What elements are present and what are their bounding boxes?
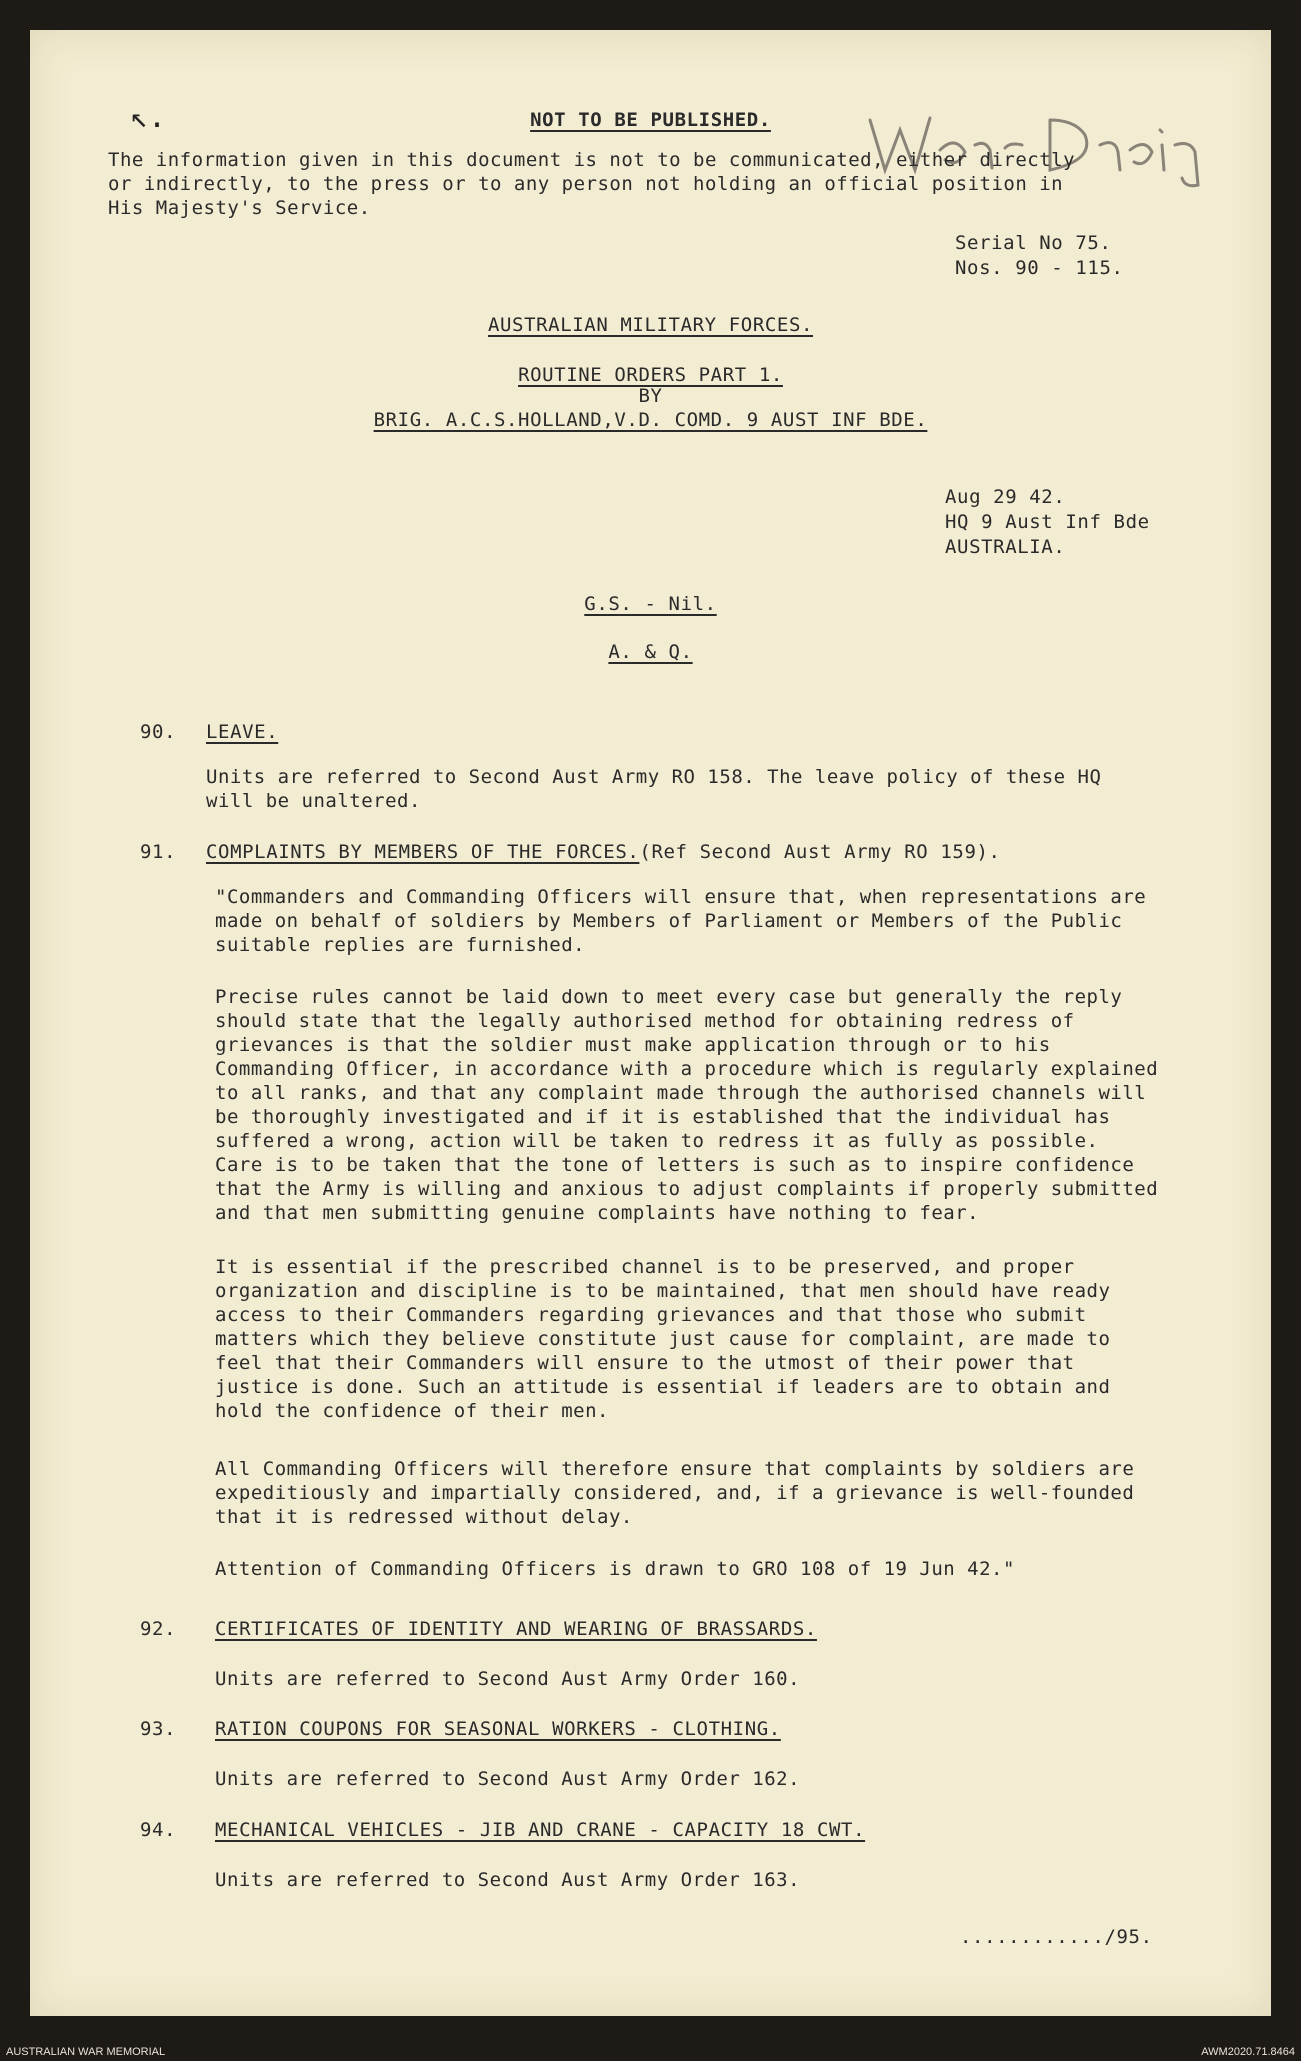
- order-body: [215, 1868, 800, 1892]
- order-paragraph: [215, 985, 1158, 1225]
- continuation-marker: ............/95.: [960, 1926, 1153, 1948]
- body-line: Units are referred to Second Aust Army Order 163.: [215, 1869, 801, 1891]
- body-line: Commanding Officer, in accordance with a procedure which is regularly explained: [215, 1058, 1159, 1080]
- body-line: "Commanders and Commanding Officers will ensure that, when representations are: [215, 886, 1147, 908]
- order-body: [215, 1667, 800, 1691]
- body-line: Units are referred to Second Aust Army Order 162.: [215, 1768, 801, 1790]
- body-line: to all ranks, and that any complaint made through the authorised channels will: [215, 1082, 1147, 1104]
- body-line: Care is to be taken that the tone of letters is such as to inspire confidence: [215, 1154, 1135, 1176]
- aq-section: A. & Q.: [608, 641, 693, 663]
- archive-name: AUSTRALIAN WAR MEMORIAL: [6, 2046, 166, 2058]
- order-body: [206, 765, 1101, 813]
- body-line: should state that the legally authorised method for obtaining redress of: [215, 1010, 1075, 1032]
- location: AUSTRALIA.: [945, 536, 1066, 558]
- notice-line: The information given in this document is not to be communicated, either directly: [108, 149, 1076, 171]
- order-number: 92.: [140, 1618, 177, 1640]
- date: Aug 29 42.: [945, 486, 1066, 508]
- headquarters: HQ 9 Aust Inf Bde: [945, 511, 1150, 533]
- order-number: 91.: [140, 841, 177, 863]
- order-title: RATION COUPONS FOR SEASONAL WORKERS - CLOTHING.: [215, 1718, 781, 1740]
- archive-footer: [0, 2044, 1301, 2061]
- body-line: suitable replies are furnished.: [215, 934, 586, 956]
- not-published-heading: NOT TO BE PUBLISHED.: [530, 109, 771, 131]
- by-label: BY: [638, 385, 663, 407]
- serial-number: Serial No 75.: [955, 232, 1112, 254]
- order-title: CERTIFICATES OF IDENTITY AND WEARING OF BRASSARDS.: [215, 1618, 817, 1640]
- body-line: access to their Commanders regarding grievances and that those who submit: [215, 1304, 1087, 1326]
- order-number: 90.: [140, 721, 177, 743]
- body-line: be thoroughly investigated and if it is established that the individual has: [215, 1106, 1111, 1128]
- order-paragraph: [215, 1255, 1110, 1423]
- order-number: 94.: [140, 1819, 177, 1841]
- order-numbers: Nos. 90 - 115.: [955, 257, 1124, 279]
- commander-line: BRIG. A.C.S.HOLLAND,V.D. COMD. 9 AUST INF BDE.: [373, 409, 928, 431]
- order-title: MECHANICAL VEHICLES - JIB AND CRANE - CAPACITY 18 CWT.: [215, 1819, 866, 1841]
- order-paragraph: [215, 1457, 1134, 1529]
- body-line: will be unaltered.: [206, 790, 421, 812]
- body-line: matters which they believe constitute just cause for complaint, are made to: [215, 1328, 1111, 1350]
- order-body: [215, 1767, 800, 1791]
- archive-reference: AWM2020.71.8464: [1201, 2046, 1295, 2058]
- document-page: [30, 30, 1271, 2016]
- body-line: Attention of Commanding Officers is drawn to GRO 108 of 19 Jun 42.": [215, 1558, 1015, 1580]
- body-line: that the Army is willing and anxious to adjust complaints if properly submitted: [215, 1178, 1159, 1200]
- gs-section: G.S. - Nil.: [584, 593, 717, 615]
- order-reference: (Ref Second Aust Army RO 159).: [639, 841, 1001, 863]
- body-line: grievances is that the soldier must make application through or to his: [215, 1034, 1051, 1056]
- order-title: LEAVE.: [206, 721, 279, 743]
- body-line: and that men submitting genuine complaints have nothing to fear.: [215, 1202, 980, 1224]
- confidentiality-notice: [108, 148, 1075, 220]
- order-title-line: [206, 840, 1001, 865]
- routine-orders-title: ROUTINE ORDERS PART 1.: [518, 364, 783, 386]
- ink-mark: ↖.: [130, 100, 167, 135]
- body-line: that it is redressed without delay.: [215, 1506, 633, 1528]
- order-number: 93.: [140, 1718, 177, 1740]
- body-line: hold the confidence of their men.: [215, 1400, 609, 1422]
- body-line: Units are referred to Second Aust Army Order 160.: [215, 1668, 801, 1690]
- body-line: All Commanding Officers will therefore ensure that complaints by soldiers are: [215, 1458, 1135, 1480]
- body-line: Precise rules cannot be laid down to meet every case but generally the reply: [215, 986, 1123, 1008]
- body-line: suffered a wrong, action will be taken to redress it as fully as possible.: [215, 1130, 1099, 1152]
- body-line: justice is done. Such an attitude is essential if leaders are to obtain and: [215, 1376, 1111, 1398]
- body-line: Units are referred to Second Aust Army RO 158. The leave policy of these HQ: [206, 766, 1102, 788]
- notice-line: His Majesty's Service.: [108, 197, 371, 219]
- body-line: expeditiously and impartially considered, and, if a grievance is well-founded: [215, 1482, 1135, 1504]
- order-paragraph: [215, 885, 1146, 957]
- body-line: organization and discipline is to be maintained, that men should have ready: [215, 1280, 1111, 1302]
- notice-line: or indirectly, to the press or to any person not holding an official position in: [108, 173, 1064, 195]
- body-line: It is essential if the prescribed channel is to be preserved, and proper: [215, 1256, 1075, 1278]
- order-paragraph: [215, 1557, 1015, 1581]
- body-line: feel that their Commanders will ensure to the utmost of their power that: [215, 1352, 1075, 1374]
- body-line: made on behalf of soldiers by Members of Parliament or Members of the Public: [215, 910, 1123, 932]
- order-title: COMPLAINTS BY MEMBERS OF THE FORCES.: [206, 841, 640, 863]
- forces-title: AUSTRALIAN MILITARY FORCES.: [487, 314, 814, 336]
